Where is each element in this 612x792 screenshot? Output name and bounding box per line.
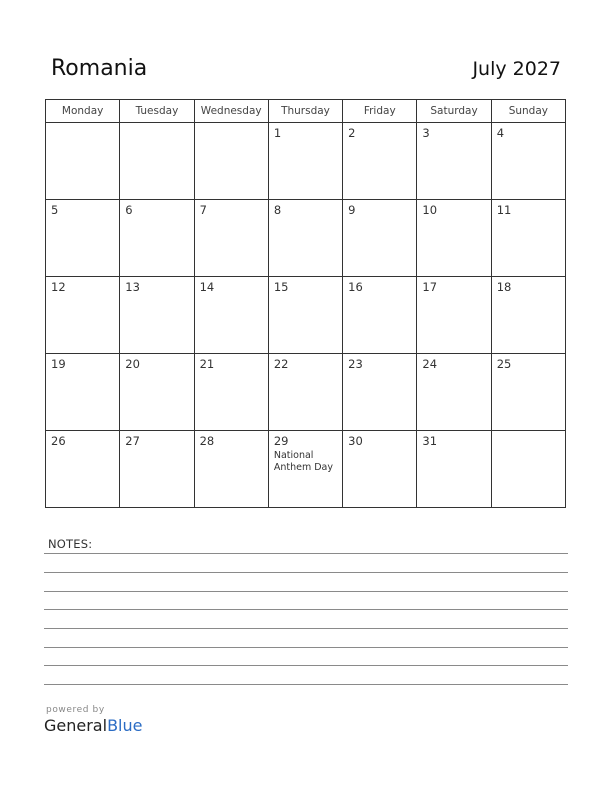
week-row: [46, 277, 566, 354]
week-row: [46, 354, 566, 431]
weekday-header: Wednesday: [194, 100, 268, 123]
day-cell: [194, 123, 268, 200]
note-line: [44, 684, 568, 685]
day-number: 31: [422, 434, 438, 448]
day-cell: [120, 277, 194, 354]
day-number: 19: [51, 357, 66, 371]
weekday-header: Tuesday: [120, 100, 194, 123]
weekday-header: Monday: [46, 100, 120, 123]
day-cell: [268, 277, 342, 354]
day-cell: [120, 431, 194, 508]
day-number: 26: [51, 434, 66, 448]
day-cell: [268, 123, 342, 200]
day-number: 20: [125, 357, 140, 371]
day-number: 7: [199, 203, 207, 217]
day-number: 25: [496, 357, 512, 371]
day-cell: [268, 431, 342, 508]
note-line: [44, 591, 568, 592]
weekday-header: Thursday: [268, 100, 342, 123]
notes-label: NOTES:: [48, 537, 93, 551]
day-cell: [46, 200, 120, 277]
day-cell: [268, 354, 342, 431]
day-cell: [46, 354, 120, 431]
day-number: 18: [496, 280, 512, 294]
day-number: 12: [51, 280, 66, 294]
day-cell: [417, 277, 491, 354]
day-number: 28: [199, 434, 215, 448]
day-cell: [417, 354, 491, 431]
day-number: 13: [125, 280, 140, 294]
day-cell: [417, 200, 491, 277]
day-number: 30: [348, 434, 363, 448]
note-line: [44, 553, 568, 554]
day-cell: [343, 277, 417, 354]
day-number: [492, 431, 565, 434]
day-cell: [417, 431, 491, 508]
holiday-event: National Anthem Day: [273, 450, 333, 473]
day-cell: [491, 123, 565, 200]
week-row: [46, 431, 566, 508]
weekday-header: Sunday: [491, 100, 565, 123]
day-cell: [491, 200, 565, 277]
day-cell: [417, 123, 491, 200]
day-number: 4: [496, 126, 505, 140]
day-number: 29: [273, 434, 289, 448]
day-cell: [491, 354, 565, 431]
day-cell: [491, 277, 565, 354]
day-cell: [194, 200, 268, 277]
day-number: 22: [273, 357, 289, 371]
day-number: 3: [422, 126, 430, 140]
day-cell: [194, 277, 268, 354]
week-row: [46, 200, 566, 277]
day-cell: [343, 431, 417, 508]
brand-blue-text: Blue: [107, 716, 143, 735]
brand-general-text: General: [44, 716, 108, 735]
day-number: 1: [273, 126, 282, 140]
calendar-grid: [45, 99, 566, 508]
day-number: [46, 123, 119, 126]
day-cell: [46, 123, 120, 200]
day-cell: [343, 123, 417, 200]
note-line: [44, 628, 568, 629]
weekday-header-row: [46, 100, 566, 123]
country-title: Romania: [51, 56, 148, 81]
day-cell: [343, 200, 417, 277]
day-number: 14: [199, 280, 215, 294]
day-cell: [194, 431, 268, 508]
note-line: [44, 647, 568, 648]
week-row: [46, 123, 566, 200]
day-number: 8: [273, 203, 282, 217]
powered-by-text: powered by: [46, 705, 105, 715]
note-line: [44, 572, 568, 573]
month-year-title: July 2027: [472, 58, 561, 80]
day-number: 21: [199, 357, 215, 371]
day-number: 6: [125, 203, 133, 217]
day-cell: [120, 354, 194, 431]
day-number: [195, 123, 268, 126]
day-number: 9: [348, 203, 356, 217]
day-cell: [491, 431, 565, 508]
day-number: 15: [273, 280, 289, 294]
day-number: [120, 123, 193, 126]
day-number: 16: [348, 280, 363, 294]
day-number: 11: [496, 203, 512, 217]
day-cell: [343, 354, 417, 431]
brand-name: [44, 716, 142, 736]
day-number: 27: [125, 434, 140, 448]
day-number: 5: [51, 203, 59, 217]
day-number: 2: [348, 126, 356, 140]
weekday-header: Friday: [343, 100, 417, 123]
day-cell: [268, 200, 342, 277]
day-cell: [46, 277, 120, 354]
weekday-header: Saturday: [417, 100, 491, 123]
day-number: 10: [422, 203, 438, 217]
brand-logo: [44, 705, 142, 736]
day-number: 24: [422, 357, 438, 371]
day-cell: [120, 200, 194, 277]
day-cell: [46, 431, 120, 508]
day-number: 17: [422, 280, 438, 294]
note-line: [44, 609, 568, 610]
day-number: 23: [348, 357, 363, 371]
day-cell: [120, 123, 194, 200]
note-line: [44, 665, 568, 666]
day-cell: [194, 354, 268, 431]
